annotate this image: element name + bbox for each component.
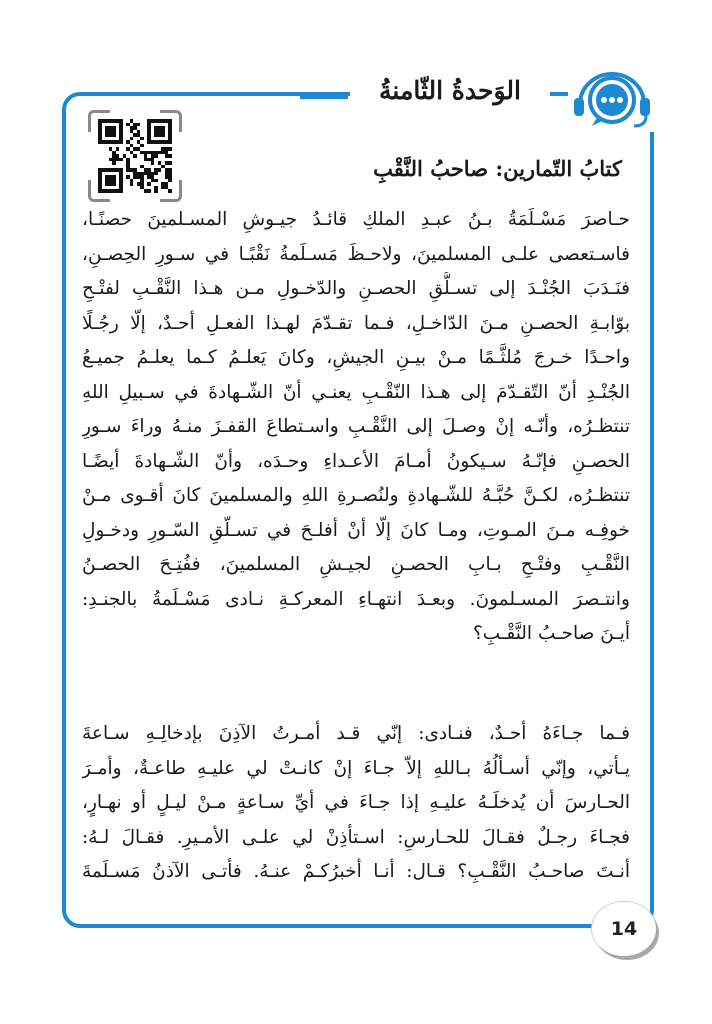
paragraph-2 [82, 717, 630, 890]
unit-title: الوَحدةُ الثّامنةُ [350, 68, 550, 114]
text-line: بوّابـةِ الحصـنِ مـنَ الدّاخـلِ، فـما تقـدّمَ لهـذا الفعـلِ أحـدٌ، إلّا رجُـلًا [82, 312, 630, 334]
text-line: الحصـنِ فإنّـهُ سـيكونُ أمـامَ الأعـداءِ وحـدَه، وأنّ الشّـهادةَ أيضًـا [82, 450, 630, 472]
page-number: 14 [592, 902, 656, 956]
text-line: وانتـصرَ المسـلمونَ. وبعـدَ انتهـاءِ المعركـةِ نـادى مَسْـلَمةُ بالجنـدِ: [82, 588, 630, 610]
lesson-title: كتابُ التّمارين: صاحبُ النَّقْبِ [373, 156, 622, 181]
text-line: أنـتَ صاحـبُ النَّقْـبِ؟ قـال: أنـا أخبرُكـمْ عنـهُ. فأتـى الآذنُ مَسـلَمةَ [82, 861, 630, 882]
header-rule [300, 96, 348, 99]
text-line: تنتظـرُه، لكـنَّ حُبَّـهُ للشّـهادةِ ولنُصـرةِ اللهِ والمسلمينَ كانَ أقـوى مـنْ [82, 485, 630, 506]
chat-headset-icon [568, 62, 656, 132]
text-line: فاسـتعصى علـى المسلمينَ، ولاحـظَ مَسـلَمةُ نَقْبًـا في سـورِ الحِصـنِ، [82, 243, 630, 265]
text-line: خوفِـه مـنَ المـوتِ، ومـا كانَ إلّا أنْ أفلـحَ في تسـلّقِ السّـورِ ودخـولِ [82, 519, 630, 541]
text-line: فـما جـاءَهُ أحـدٌ، فنـادى: إنّي قـد أمـرتُ الآذِنَ بإدخالِـهِ سـاعةَ [82, 723, 630, 744]
text-line: أيـنَ صاحـبُ النَّقْـبِ؟ [472, 623, 630, 644]
text-line: يـأتي، وإنّي أسـألُهُ بـاللهِ إلاّ جـاءَ إنْ كانـتْ لي عليـهِ طاعـةٌ، وأمـرَ [82, 757, 630, 779]
text-line: الجُنْـدِ أنّ التّقـدّمَ إلى هـذا النّقْـبِ يعنـي أنّ الشّـهادةَ في سـبيلِ اللهِ [82, 381, 630, 403]
text-line: واحـدًا خـرجَ مُلثَّـمًا مـنْ بيـنِ الجيشِ، وكانَ يَعلـمُ كـما يعلـمُ جميـعُ [82, 347, 630, 368]
text-line: فجـاءَ رجـلٌ فقـالَ للحـارسِ: اسـتأذِنْ لي علـى الأمـيرِ. فقـالَ لـهُ: [82, 826, 630, 848]
qr-code-icon[interactable] [88, 110, 182, 202]
paragraph-1 [82, 203, 630, 652]
text-line: فنَـدَبَ الجُنْـدَ إلى تسـلُّقِ الحصـنِ والدّخـولِ مـن هـذا النَّقْـبِ لفتْـحِ [82, 278, 630, 299]
text-line: حـاصرَ مَسْـلَمَةُ بـنُ عبـدِ الملكِ قائـدُ جيـوشِ المسـلمينَ حصنًـا، [82, 209, 630, 230]
text-line: تنتظـرُه، وأنّـه إنْ وصـلَ إلى النَّقْـبِ واسـتطاعَ القفـزَ منـهُ وراءَ سـورِ [82, 416, 630, 437]
text-line: الحـارسَ أن يُدخلَـهُ عليـهِ إذا جـاءَ في أيِّ سـاعةٍ مـنْ ليـلٍ أو نهـارٍ، [82, 792, 630, 813]
qr-pattern [98, 119, 172, 193]
text-line: النَّقْـبِ وفتْـحِ بـابِ الحصـنِ لجيـشِ المسلمينَ، ففُتِـحَ الحصـنُ [82, 554, 630, 575]
